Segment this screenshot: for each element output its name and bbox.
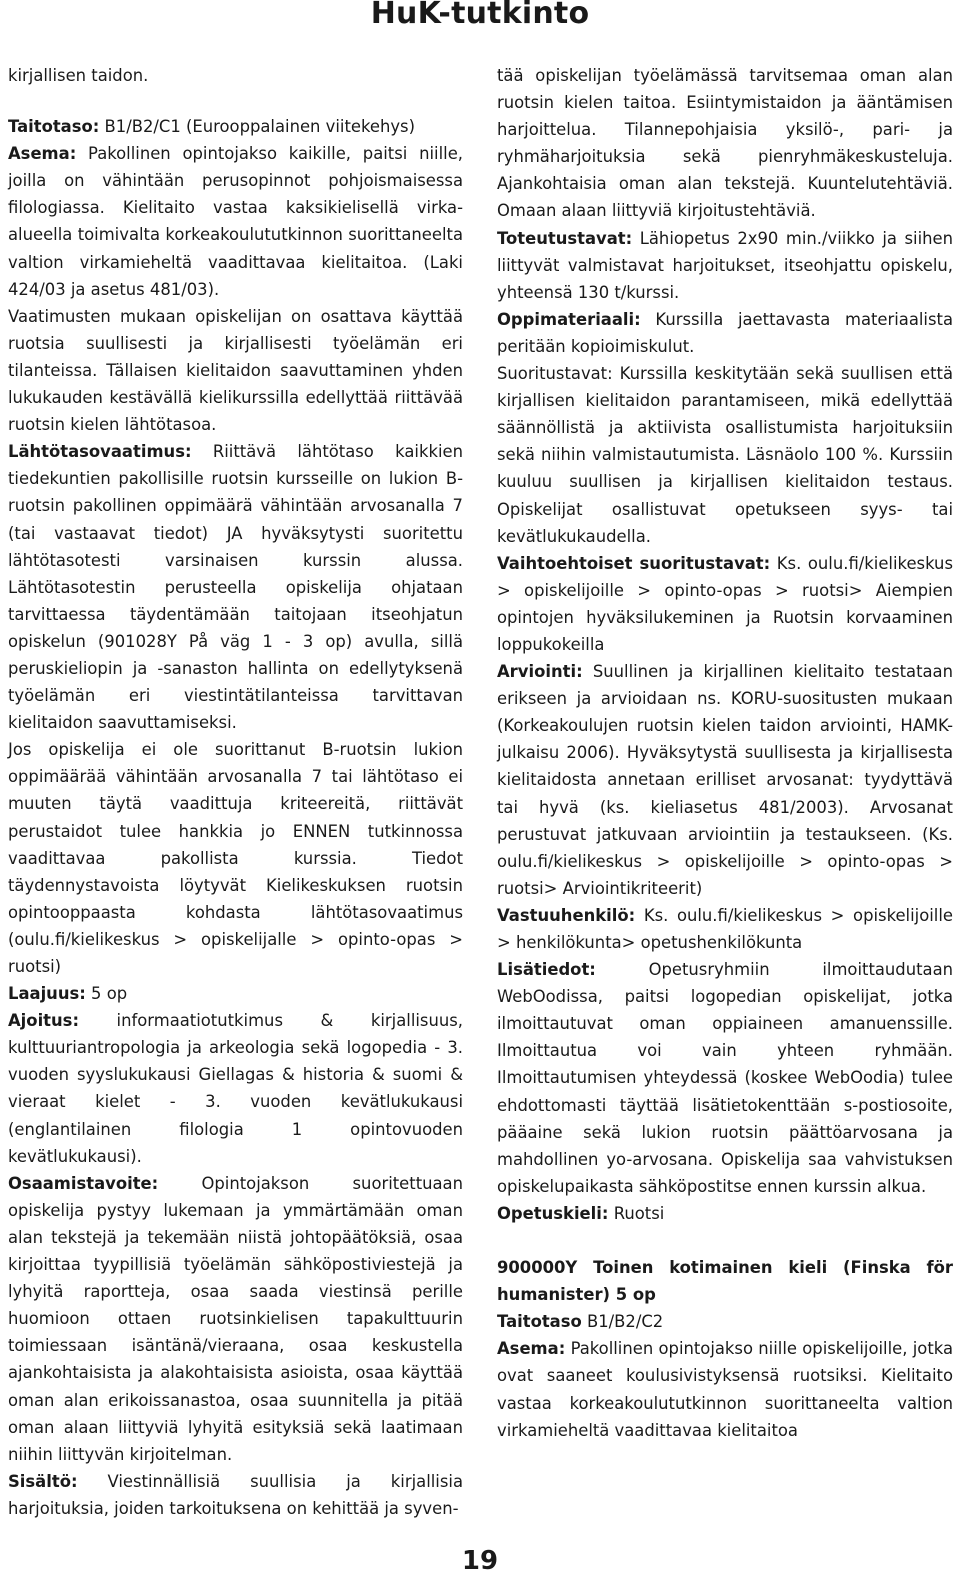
- page-number: 19: [461, 1546, 499, 1576]
- taitotaso2-paragraph: [497, 1308, 953, 1335]
- suoritustavat-paragraph: Suoritustavat: Kurssilla keskitytään sekä suullisen että kirjallisen kielitaidon parantamiseen, mikä edellyttää säännöllistä ja aktiivista osallistumista harjoituksiin sekä niihin valmistautumista. Läsnäolo 100 %. Kurssiin kuuluu suullisen ja kirjallisen kielitaidon testaus. Opiskelijat osallistuvat opetukseen syys- tai kevätlukukaudella.: [497, 364, 953, 546]
- sisalto-paragraph: [8, 1468, 463, 1522]
- opetuskieli-paragraph: [497, 1200, 953, 1227]
- opetuskieli-value: Ruotsi: [608, 1203, 665, 1223]
- laajuus-paragraph: [8, 980, 463, 1007]
- oppimateriaali-value: Kurssilla jaettavasta materiaalista peritään kopioimiskulut.: [497, 309, 953, 356]
- opetuskieli-label: Opetuskieli:: [497, 1203, 609, 1223]
- arviointi-paragraph: [497, 658, 953, 902]
- vastuuhenkilo-label: Vastuuhenkilö:: [497, 905, 636, 925]
- taitotaso2-value: B1/B2/C2: [581, 1312, 664, 1332]
- osaamistavoite-value: Opintojakson suoritettuaan opiskelija pystyy lukemaan ja ymmärtämään oman alan tekstejä ja tekemään niistä johtopäätöksiä, osaa kirjoittaa tyypillisiä työelämän sähköpostiviestejä ja lyhyitä raportteja, osaa saada viestinsä perille huomioon ottaen ruotsinkielisen tapakulttuurin toimiessaan isäntänä/vieraana, osaa keskustella ajankohtaisista ja alakohtaisista asioista, osaa käyttää oman alan erikoissanastoa, osaa suunnitella ja pitää oman alaan liittyviä lyhyitä esityksiä sekä laatimaan niihin liittyvän kirjoitelman.: [8, 1173, 463, 1464]
- left-column: [8, 62, 463, 1522]
- asema-value: Pakollinen opintojakso kaikille, paitsi niille, joilla on vähintään perusopinnot pohjoismaisessa filologiassa. Kielitaito vastaa kaksikielisellä virka-alueella toimivalta korkeakoulututkinnon suorittaneelta valtion virkamieheltä vaadittavaa kielitaitoa. (Laki 424/03 ja asetus 481/03).: [8, 144, 463, 299]
- ajoitus-paragraph: [8, 1007, 463, 1170]
- asema2-paragraph: [497, 1335, 953, 1443]
- taitotaso-paragraph: [8, 113, 463, 140]
- ajoitus-label: Ajoitus:: [8, 1011, 79, 1031]
- intro-text: kirjallisen taidon.: [8, 66, 149, 85]
- toteutustavat-value: Lähiopetus 2x90 min./viikko ja siihen liittyvät valmistavat harjoitukset, itseohjattu opiskelu, yhteensä 130 t/kurssi.: [497, 228, 953, 302]
- right-column: [497, 62, 953, 1444]
- toteutustavat-paragraph: [497, 225, 953, 306]
- vaihtoehtoiset-value: Ks. oulu.fi/kielikeskus > opiskelijoille > opinto-opas > ruotsi> Aiempien opintojen hyväksilukeminen ja Ruotsin korvaaminen loppukokeilla: [497, 553, 953, 654]
- sisalto-value: Viestinnällisiä suullisia ja kirjallisia harjoituksia, joiden tarkoituksena on kehittää ja syven-: [8, 1471, 463, 1518]
- arviointi-value: Suullinen ja kirjallinen kielitaito testataan erikseen ja arvioidaan ns. KORU-suositusten mukaan (Korkeakoulujen ruotsin kielen taidon arviointi, HAMK-julkaisu 2006). Hyväksytystä suullisesta ja kirjallisesta kielitaidosta annetaan erilliset arvosanat: tyydyttävä tai hyvä (ks. kieliasetus 481/2003). Arvosanat perustuvat jatkuvaan arviointiin ja testaukseen. (Ks. oulu.fi/kielikeskus > opiskelijoille > opinto-opas > ruotsi> Arviointikriteerit): [497, 662, 953, 898]
- asema-paragraph: [8, 140, 463, 303]
- asema-label: Asema:: [8, 144, 77, 164]
- asema2-value: Pakollinen opintojakso niille opiskelijoille, jotka ovat saaneet koulusivistyksensä ruotsiksi. Kielitaito vastaa korkeakoulututkinnon suorittaneelta valtion virkamieheltä vaadittavaa kielitaitoa: [497, 1339, 953, 1440]
- vaatimusten-paragraph: Vaatimusten mukaan opiskelijan on osattava käyttää ruotsia suullisesti ja kirjallisesti työelämän eri tilanteissa. Tällaisen kielitaidon saavuttaminen yhden lukukauden kestävällä kielikurssilla edellyttää riittävää ruotsin kielen lähtötasoa.: [8, 306, 463, 435]
- taitotaso-label: Taitotaso:: [8, 117, 100, 137]
- osaamistavoite-paragraph: [8, 1170, 463, 1468]
- toteutustavat-label: Toteutustavat:: [497, 228, 633, 248]
- oppimateriaali-paragraph: [497, 306, 953, 360]
- vastuuhenkilo-paragraph: [497, 902, 953, 956]
- sisalto-label: Sisältö:: [8, 1471, 78, 1491]
- lahtotaso-value: Riittävä lähtötaso kaikkien tiedekuntien pakollisille ruotsin kursseille on lukion B-ruotsin pakollinen oppimäärä vähintään arvosanalla 7 (tai vastaavat tiedot) JA hyväksytysti suoritettu lähtötasotesti varsinaisen kurssin alussa. Lähtötasotestin perusteella opiskelija ohjataan tarvittaessa täydentämään taitojaan itseohjatun opiskelun (901028Y På väg 1 - 3 op) avulla, sillä peruskieliopin ja -sanaston hallinta on edellytyksenä työelämän eri viestintätilanteissa tarvittavan kielitaidon saavuttamiseksi.: [8, 442, 463, 733]
- vaihtoehtoiset-label: Vaihtoehtoiset suoritustavat:: [497, 553, 771, 573]
- asema2-label: Asema:: [497, 1339, 566, 1359]
- vastuuhenkilo-value: Ks. oulu.fi/kielikeskus > opiskelijoille > henkilökunta> opetushenkilökunta: [497, 905, 953, 952]
- taitotaso-value: B1/B2/C1 (Eurooppalainen viitekehys): [99, 117, 415, 137]
- lahtotaso-label: Lähtötasovaatimus:: [8, 442, 192, 462]
- lisatiedot-value: Opetusryhmiin ilmoittaudutaan WebOodissa, paitsi logopedian opiskelijat, jotka ilmoittautuvat oman oppiaineen amanuenssille. Ilmoittautua voi vain yhteen ryhmään. Ilmoittautumisen yhteydessä (koskee WebOodia) tulee ehdottomasti täyttää lisätietokenttään s-postiosoite, pääaine sekä lukion ruotsin päättöarvosana ja mahdollinen yo-arvosana. Opiskelija saa vahvistuksen opiskelupaikasta sähköpostitse ennen kurssin alkua.: [497, 960, 953, 1196]
- oppimateriaali-label: Oppimateriaali:: [497, 309, 641, 329]
- ajoitus-value: informaatiotutkimus & kirjallisuus, kulttuuriantropologia ja arkeologia sekä logopedia - 3. vuoden syyslukukausi Giellagas & historia & suomi & vieraat kielet - 3. vuoden kevätlukukausi (englantilainen filologia 1 opintovuoden kevätlukukausi).: [8, 1011, 463, 1166]
- vaihtoehtoiset-paragraph: [497, 550, 953, 658]
- taitotaso2-label: Taitotaso: [497, 1312, 582, 1332]
- lisatiedot-paragraph: [497, 956, 953, 1200]
- laajuus-label: Laajuus:: [8, 984, 86, 1004]
- jos-paragraph: Jos opiskelija ei ole suorittanut B-ruotsin lukion oppimäärää vähintään arvosanalla 7 tai lähtötaso ei muuten täytä vaadittuja kriteereitä, riittävät perustaidot tulee hankkia jo ENNEN tutkinnossa vaadittavaa pakollista kurssia. Tiedot täydennystavoista löytyvät Kielikeskuksen ruotsin opintooppaasta kohdasta lähtötasovaatimus (oulu.fi/kielikeskus > opiskelijalle > opinto-opas > ruotsi): [8, 740, 463, 976]
- course-heading: 900000Y Toinen kotimainen kieli (Finska för humanister) 5 op: [497, 1258, 953, 1305]
- sisalto-continuation: tää opiskelijan työelämässä tarvitsemaa oman alan ruotsin kielen taitoa. Esiintymistaidon ja ääntämisen harjoittelua. Tilannepohjaisia yksilö-, pari- ja ryhmäharjoituksia sekä pienryhmäkeskusteluja. Ajankohtaisia oman alan tekstejä. Kuuntelutehtäviä. Omaan alaan liittyviä kirjoitustehtäviä.: [497, 66, 953, 221]
- osaamistavoite-label: Osaamistavoite:: [8, 1173, 159, 1193]
- arviointi-label: Arviointi:: [497, 662, 583, 682]
- lahtotaso-paragraph: [8, 438, 463, 736]
- laajuus-value: 5 op: [85, 984, 128, 1004]
- running-header: HuK-tutkinto: [370, 0, 590, 31]
- lisatiedot-label: Lisätiedot:: [497, 960, 596, 980]
